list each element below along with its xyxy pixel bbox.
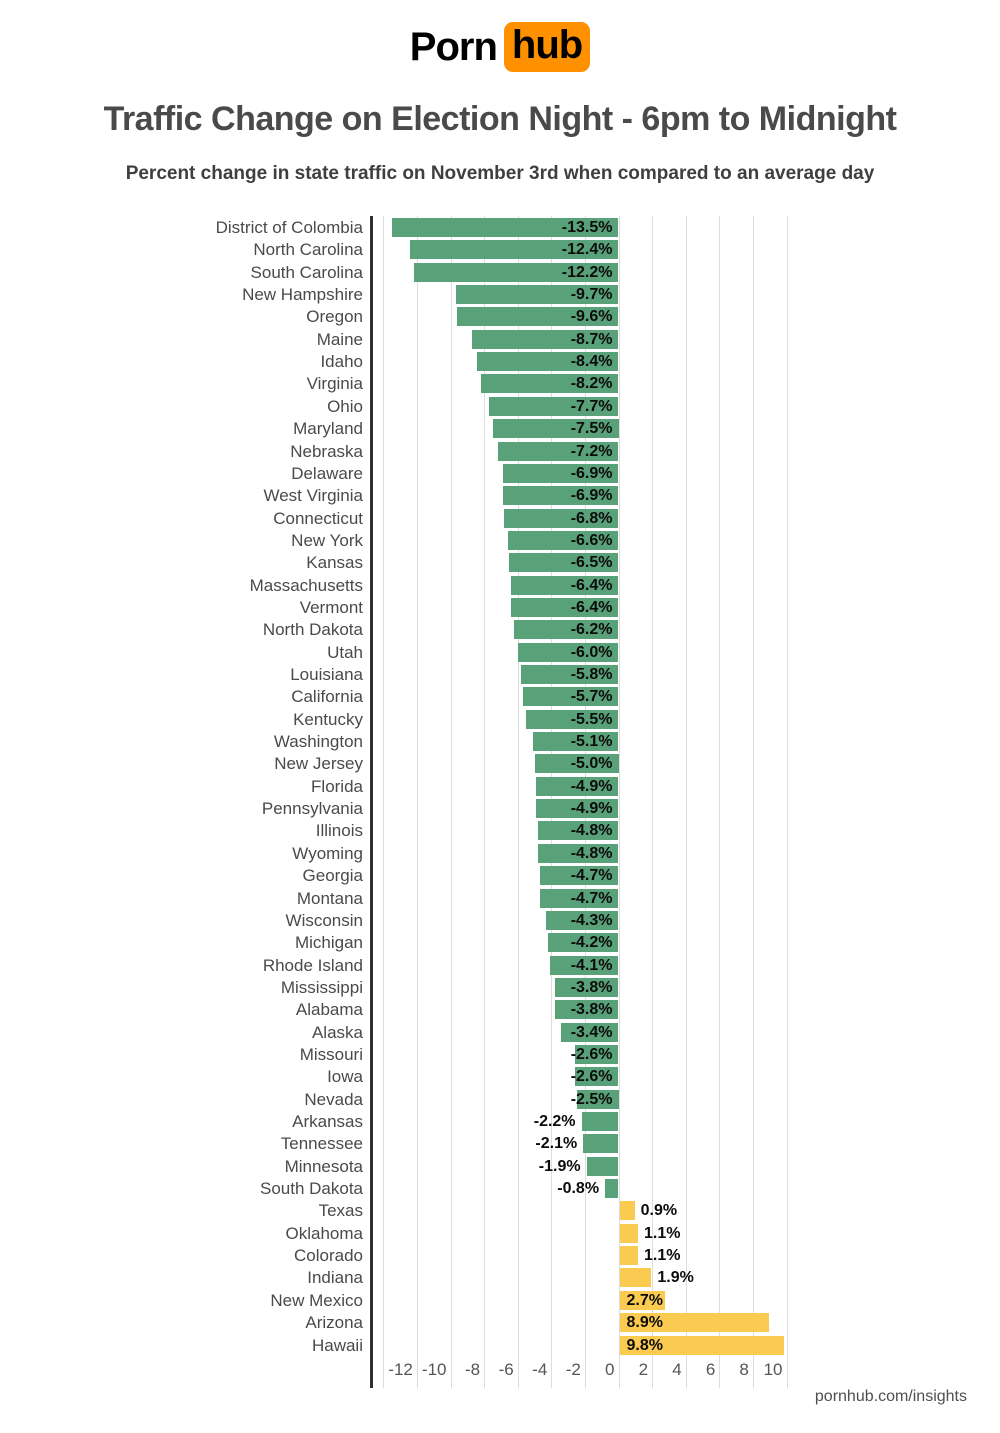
category-label: Ohio xyxy=(327,396,363,416)
category-label: Florida xyxy=(311,776,363,796)
category-label: New Jersey xyxy=(274,754,363,774)
category-label: Arkansas xyxy=(292,1112,363,1131)
category-label: New Mexico xyxy=(270,1290,363,1310)
category-label: Utah xyxy=(327,642,363,662)
value-label: -4.7% xyxy=(570,889,613,907)
gridline xyxy=(417,216,418,1388)
category-label: Mississippi xyxy=(280,977,363,997)
category-label: Louisiana xyxy=(290,665,363,684)
category-label: Connecticut xyxy=(273,508,363,528)
category-label: District of Colombia xyxy=(215,218,363,237)
x-tick-label: 2 xyxy=(638,1360,649,1379)
category-label: Rhode Island xyxy=(262,955,363,975)
x-tick-label: 4 xyxy=(672,1360,682,1379)
category-label: North Carolina xyxy=(253,240,363,260)
gridline xyxy=(383,216,384,1388)
category-label: Massachusetts xyxy=(249,575,363,595)
category-label: Texas xyxy=(318,1201,363,1221)
value-label: -3.8% xyxy=(570,1001,613,1019)
value-label: -6.2% xyxy=(570,621,613,639)
category-label: Colorado xyxy=(294,1246,363,1266)
category-label: Wyoming xyxy=(292,843,363,863)
value-label: -13.5% xyxy=(561,219,613,236)
category-label: Missouri xyxy=(299,1044,363,1064)
category-label: Maine xyxy=(316,329,363,349)
value-label: -0.8% xyxy=(557,1180,600,1198)
category-label: Arizona xyxy=(305,1313,363,1333)
value-label: -5.5% xyxy=(570,710,613,728)
logo-text-porn: Porn xyxy=(409,24,497,69)
bar xyxy=(582,1112,619,1131)
x-tick-label: -2 xyxy=(565,1360,581,1379)
value-label: -6.8% xyxy=(570,509,613,527)
category-label: Vermont xyxy=(299,597,363,617)
value-label: -4.1% xyxy=(570,956,613,974)
category-label: Montana xyxy=(296,888,363,908)
value-label: -7.2% xyxy=(570,442,613,460)
category-label: South Carolina xyxy=(250,262,363,282)
category-label: New York xyxy=(291,530,363,550)
category-label: Oregon xyxy=(306,307,363,327)
value-label: -5.0% xyxy=(570,755,613,773)
value-label: -6.6% xyxy=(570,531,613,549)
value-label: -3.8% xyxy=(570,978,613,996)
insights-url: pornhub.com/insights xyxy=(814,1388,967,1405)
bar xyxy=(620,1268,652,1287)
category-label: Virginia xyxy=(306,374,363,394)
value-label: -4.3% xyxy=(570,911,613,929)
value-label: 9.8% xyxy=(626,1336,663,1354)
value-label: -4.8% xyxy=(570,844,613,862)
category-label: Alaska xyxy=(311,1022,363,1042)
value-label: -5.1% xyxy=(570,733,613,751)
x-tick-label: 10 xyxy=(763,1360,783,1379)
category-label: South Dakota xyxy=(259,1179,363,1199)
value-label: -2.6% xyxy=(570,1045,613,1063)
category-label: Pennsylvania xyxy=(261,799,363,819)
bar xyxy=(620,1201,635,1220)
value-label: 1.9% xyxy=(657,1269,694,1287)
category-label: Illinois xyxy=(315,821,363,841)
category-label: Iowa xyxy=(327,1067,363,1087)
value-label: -4.2% xyxy=(570,934,613,952)
bar xyxy=(620,1224,638,1243)
x-tick-label: -10 xyxy=(421,1360,447,1379)
category-label: Michigan xyxy=(294,933,363,953)
value-label: 8.9% xyxy=(626,1314,663,1332)
bar xyxy=(587,1157,619,1176)
value-label: -8.2% xyxy=(570,375,613,393)
gridline xyxy=(753,216,754,1388)
x-tick-label: 8 xyxy=(739,1360,749,1379)
category-label: Washington xyxy=(273,732,363,752)
category-label: Wisconsin xyxy=(285,910,363,930)
category-label: West Virginia xyxy=(263,486,363,506)
category-label: Idaho xyxy=(320,352,363,372)
value-label: 1.1% xyxy=(643,1224,681,1242)
category-label: Kentucky xyxy=(293,709,363,729)
category-label: Oklahoma xyxy=(285,1223,363,1243)
bar xyxy=(583,1134,618,1153)
value-label: -9.6% xyxy=(570,308,613,326)
value-label: -5.8% xyxy=(570,666,613,683)
value-label: -6.5% xyxy=(570,554,613,572)
category-label: Delaware xyxy=(291,463,363,483)
value-label: -2.5% xyxy=(570,1090,613,1108)
category-label: Tennessee xyxy=(280,1134,363,1154)
value-label: -8.7% xyxy=(570,330,613,348)
value-label: 1.1% xyxy=(643,1247,681,1265)
value-label: -1.9% xyxy=(538,1157,581,1175)
bar xyxy=(605,1179,618,1198)
value-label: -4.7% xyxy=(570,867,613,885)
value-label: -6.9% xyxy=(570,487,613,505)
category-label: Nevada xyxy=(304,1089,363,1109)
value-label: -2.1% xyxy=(535,1135,578,1153)
value-label: -4.8% xyxy=(570,822,613,840)
category-label: Minnesota xyxy=(284,1156,363,1176)
value-label: -7.5% xyxy=(570,420,613,438)
gridline xyxy=(686,216,687,1388)
value-label: -5.7% xyxy=(570,688,613,706)
value-label: -4.9% xyxy=(570,800,613,818)
category-label: Georgia xyxy=(302,866,363,886)
category-label: Nebraska xyxy=(290,441,363,461)
value-label: -6.9% xyxy=(570,464,613,482)
value-label: -6.4% xyxy=(570,598,613,616)
value-label: -12.4% xyxy=(561,241,613,259)
x-tick-label: -4 xyxy=(532,1360,548,1379)
category-label: New Hampshire xyxy=(242,285,363,305)
x-tick-label: 6 xyxy=(705,1360,716,1379)
value-label: 2.7% xyxy=(626,1291,663,1309)
value-label: 0.9% xyxy=(640,1202,678,1220)
value-label: -9.7% xyxy=(570,286,613,304)
page-title: Traffic Change on Election Night - 6pm to Midnight xyxy=(103,100,897,138)
x-tick-label: 0 xyxy=(605,1360,615,1379)
category-label: North Dakota xyxy=(262,620,363,640)
gridline xyxy=(787,216,788,1388)
value-label: -7.7% xyxy=(570,397,613,415)
value-label: -2.6% xyxy=(570,1068,613,1086)
gridline xyxy=(719,216,720,1388)
category-label: Maryland xyxy=(293,419,363,439)
logo-text-hub: hub xyxy=(511,23,583,67)
value-label: -6.4% xyxy=(570,576,613,594)
gridline xyxy=(451,216,452,1388)
value-label: -6.0% xyxy=(570,643,613,661)
value-label: -12.2% xyxy=(561,263,613,281)
category-label: California xyxy=(291,687,363,707)
value-label: -8.4% xyxy=(570,353,613,371)
x-tick-label: -6 xyxy=(498,1360,514,1379)
page-subtitle: Percent change in state traffic on November 3rd when compared to an average day xyxy=(125,163,875,184)
value-label: -2.2% xyxy=(533,1113,576,1130)
x-tick-label: -12 xyxy=(388,1360,413,1379)
value-label: -4.9% xyxy=(570,777,613,795)
value-label: -3.4% xyxy=(570,1023,613,1041)
category-label: Alabama xyxy=(295,1000,363,1020)
category-label: Indiana xyxy=(307,1268,363,1288)
bar xyxy=(620,1246,638,1265)
x-tick-label: -8 xyxy=(464,1360,481,1379)
category-label: Kansas xyxy=(306,553,363,573)
category-label: Hawaii xyxy=(311,1335,363,1355)
axis-spine xyxy=(370,216,373,1388)
